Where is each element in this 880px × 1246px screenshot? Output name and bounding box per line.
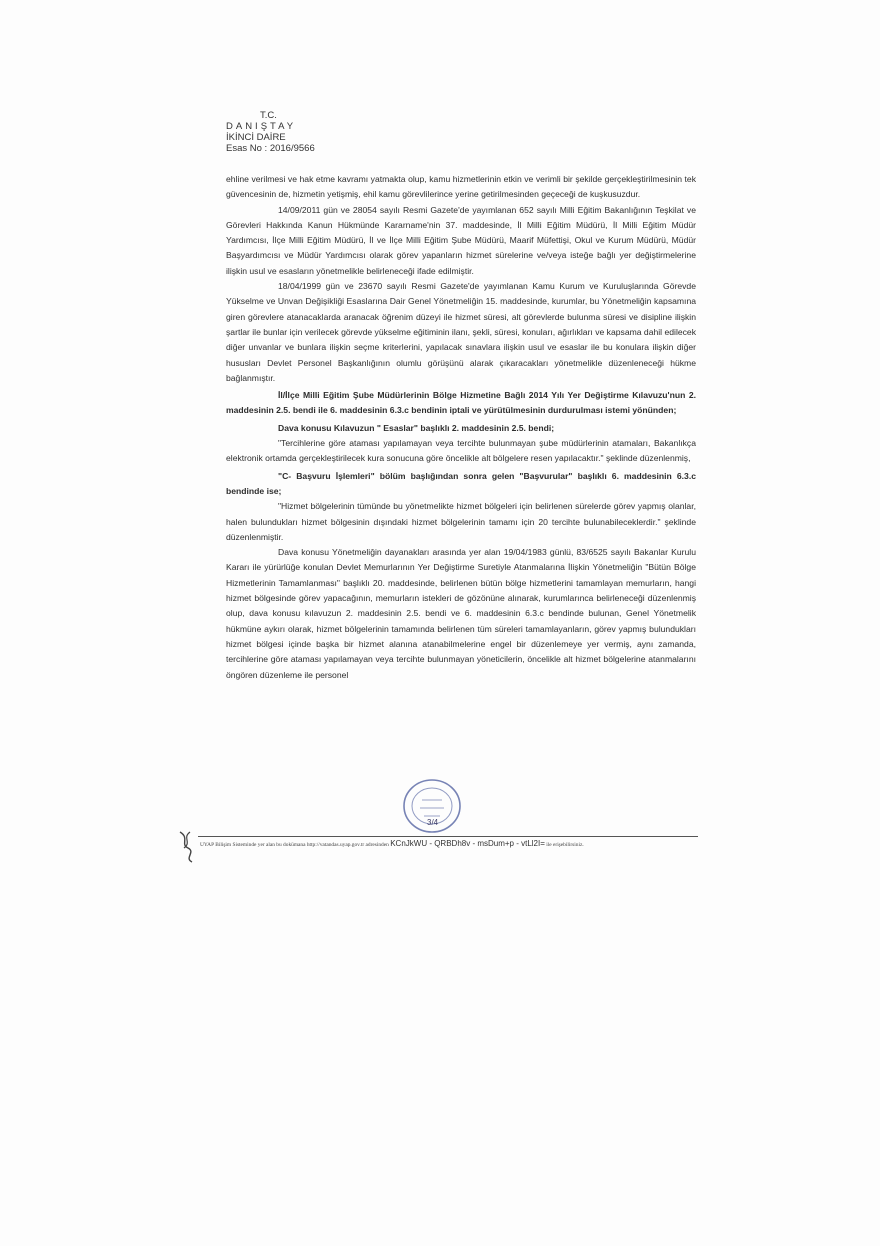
footer-rule (198, 836, 698, 837)
document-body (226, 172, 696, 683)
footer (176, 830, 706, 870)
bold-heading-3: "C- Başvuru İşlemleri" bölüm başlığından sonra gelen "Başvurular" başlıklı 6. maddesinin 6.3.c bendinde ise; (226, 470, 696, 496)
header-case-no: Esas No : 2016/9566 (226, 143, 315, 154)
uyap-logo-icon (176, 830, 198, 864)
quote-1: "Tercihlerine göre ataması yapılamayan veya tercihte bulunmayan şube müdürlerinin atamaları, Bakanlıkça elektronik ortamda gerçekleştirilecek kura sonucuna göre öncelikle alt bölgelere resen yapılacaktır." şeklinde düzenlenmiş, (226, 438, 696, 464)
quote-2: "Hizmet bölgelerinin tümünde bu yönetmelikte hizmet bölgeleri için belirlenen sürelerde görev yapmış olanlar, halen bulundukları hizmet bölgesinin dışındaki hizmet bölgelerinin tamamı için 20 tercihte bulunabileceklerdir." şeklinde düzenlenmiştir. (226, 501, 696, 542)
paragraph-3: 18/04/1999 gün ve 23670 sayılı Resmi Gazete'de yayımlanan Kamu Kurum ve Kuruluşlarında Görevde Yükselme ve Unvan Değişikliği Esaslarına Dair Genel Yönetmeliğin 15. maddesinde, kurumlar, bu Yönetmeliğin kapsamına giren görevlere atanacaklarda aranacak öğrenim düzeyi ile hizmet süresi, alt görevlerde bulunma süresi ve disipline ilişkin şartlar ile bunlar için verilecek görevde yükselme eğitiminin ilanı, şekli, süresi, konuları, ağırlıkları ve kapsama dahil edilecek diğer unvanlar ve bunlara ilişkin seçme kriterlerini, yapılacak sınavlara ilişkin usul ve esaslar ile bu konulara ilişkin diğer hususları Devlet Personel Başkanlığının olumlu görüşünü alarak çıkaracakları yönetmelikle düzenleneceği hükme bağlanmıştır. (226, 281, 697, 383)
footer-note (200, 840, 710, 849)
header-tc: T.C. (260, 110, 277, 121)
header-org: DANIŞTAY (226, 121, 297, 132)
page-number: 3/4 (427, 818, 439, 827)
bold-heading-2: Dava konusu Kılavuzun " Esaslar" başlıklı 2. maddesinin 2.5. bendi; (278, 422, 555, 433)
document-header (226, 110, 315, 154)
footer-note-text: UYAP Bilişim Sisteminde yer alan bu dokümana http://vatandas.uyap.gov.tr adresinden (200, 842, 389, 848)
header-chamber: İKİNCİ DAİRE (226, 132, 286, 143)
verification-code: KCnJkWU - QRBDh8v - msDum+p - vtLl2I= (390, 839, 545, 848)
paragraph-1: ehline verilmesi ve hak etme kavramı yatmakta olup, kamu hizmetlerinin etkin ve verimli bir şekilde gerçekleştirilmesinin tek güvencesinin de, hizmetin yetişmiş, ehil kamu görevlilerince yerine getirilmesinden geçeceği de kuşkusuzdur. (226, 174, 696, 200)
paragraph-2: 14/09/2011 gün ve 28054 sayılı Resmi Gazete'de yayımlanan 652 sayılı Milli Eğitim Bakanlığının Teşkilat ve Görevleri Hakkında Kanun Hükmünde Kararname'nin 37. maddesinde, İl Milli Eğitim Müdürü, İl Milli Eğitim Müdür Yardımcısı, İlçe Milli Eğitim Müdürü, İl ve İlçe Milli Eğitim Şube Müdürü, Maarif Müfettişi, Okul ve Kurum Müdürü, Müdür Başyardımcısı ve Müdür Yardımcısı olarak görev yapanların hizmet sürelerine ve/veya isteğe bağlı yer değiştirmelerine ilişkin usul ve esasların yönetmelikle belirleneceği ifade edilmiştir. (226, 204, 696, 276)
footer-note-suffix: ile erişebilirsiniz. (546, 842, 584, 848)
paragraph-4: Dava konusu Yönetmeliğin dayanakları arasında yer alan 19/04/1983 günlü, 83/6525 sayılı Bakanlar Kurulu Kararı ile yürürlüğe konulan Devlet Memurlarının Yer Değiştirme Suretiyle Atanmalarına İlişkin Yönetmeliğin "Bütün Bölge Hizmetlerinin Tamamlanması" başlıklı 20. maddesinde, belirlenen bütün bölge hizmetlerini tamamlayan memurların, hangi hizmet bölgesinde görev yapacağının, memurların istekleri de gözönüne alınarak, kurumlarınca belirleneceği düzenlenmiş olup, dava konusu kılavuzun 2. maddesinin 2.5. bendi ve 6. maddesinin 6.3.c bendinde bulunan, Genel Yönetmelik hükmüne aykırı olarak, hizmet bölgelerinin tamamında belirlenen tüm süreleri tamamlayanların, görev yapmış bulundukları hizmet bölgesi içinde başka bir hizmet alanına atanabilmelerine engel bir düzenlemeye yer vermiş, aynı zamanda, tercihlerine göre ataması yapılamayan veya tercihte bulunmayan yöneticilerin, öncelikle alt hizmet bölgelerine atanmalarını öngören düzenleme ile personel (226, 547, 696, 680)
bold-heading-1: İl/İlçe Milli Eğitim Şube Müdürlerinin Bölge Hizmetine Bağlı 2014 Yılı Yer Değiştirme Kılavuzu'nun 2. maddesinin 2.5. bendi ile 6. maddesinin 6.3.c bendinin iptali ve yürütülmesinin durdurulması istemi yönünden; (226, 390, 696, 416)
